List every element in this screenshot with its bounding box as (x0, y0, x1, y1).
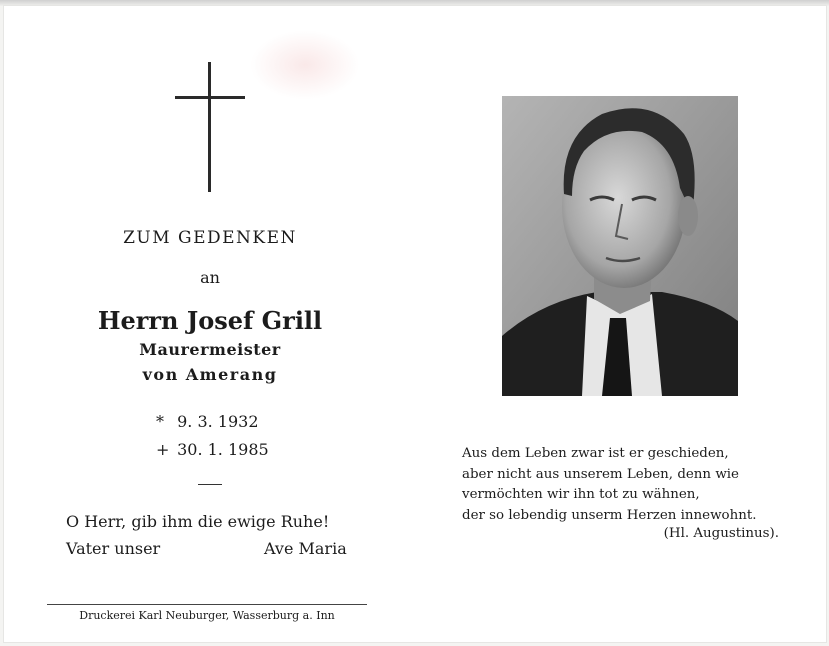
deceased-name: Herrn Josef Grill (97, 306, 323, 335)
birth-symbol: * (156, 412, 164, 431)
divider (198, 484, 222, 485)
quote-line: aber nicht aus unserem Leben, denn wie (462, 466, 739, 482)
paper-stain (250, 30, 360, 100)
printer-rule (47, 604, 367, 605)
cross-icon (208, 62, 211, 192)
quote-block (462, 444, 756, 526)
printer-credit: Druckerei Karl Neuburger, Wasserburg a. Inn (79, 609, 335, 622)
portrait-photo (502, 96, 738, 396)
birth-line (156, 412, 259, 431)
quote-line: Aus dem Leben zwar ist er geschieden, (462, 446, 729, 461)
death-symbol: + (156, 440, 170, 459)
portrait-illustration (502, 96, 738, 396)
prayer-vater-unser: Vater unser (66, 539, 161, 558)
memorial-heading: ZUM GEDENKEN (123, 228, 297, 248)
birth-date: 9. 3. 1932 (177, 412, 259, 431)
cross-icon-bar (175, 96, 245, 99)
hometown: von Amerang (142, 365, 278, 384)
prayer-text: O Herr, gib ihm die ewige Ruhe! (66, 512, 330, 531)
occupation: Maurermeister (139, 340, 281, 359)
prayer-ave-maria: Ave Maria (264, 539, 347, 558)
preposition: an (200, 268, 220, 287)
quote-line: der so lebendig unserm Herzen innewohnt. (462, 507, 757, 523)
death-date: 30. 1. 1985 (177, 440, 269, 459)
quote-line: vermöchten wir ihn tot zu wähnen, (462, 487, 700, 502)
death-line (156, 440, 269, 459)
quote-attribution: (Hl. Augustinus). (663, 526, 779, 541)
